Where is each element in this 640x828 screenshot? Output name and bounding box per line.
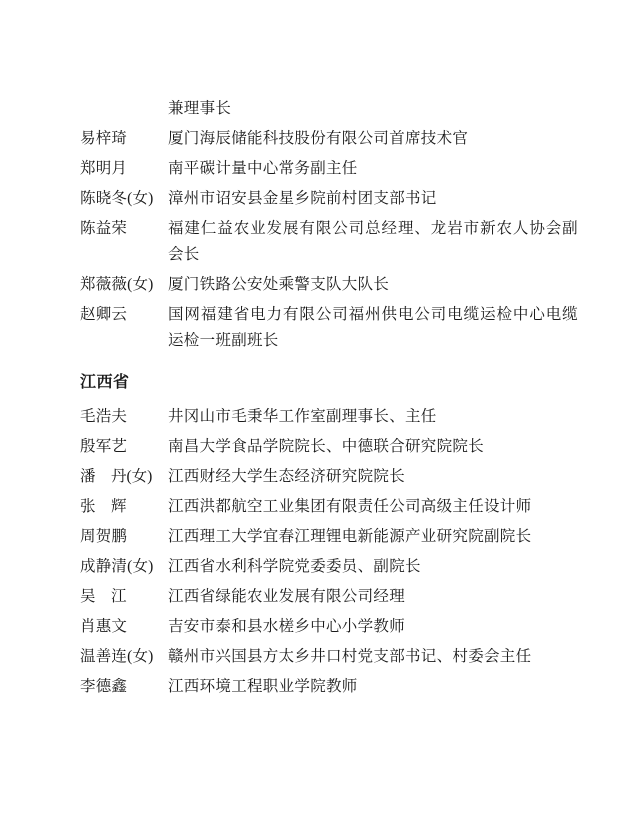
list-item	[80, 494, 578, 520]
list-item	[80, 524, 578, 550]
list-item	[80, 434, 578, 460]
continuation-name-spacer	[80, 96, 168, 122]
person-name: 吴 江	[80, 588, 127, 605]
list-item	[80, 644, 578, 670]
list-item	[80, 614, 578, 640]
person-description: 江西洪都航空工业集团有限责任公司高级主任设计师	[168, 498, 532, 515]
list-item	[80, 554, 578, 580]
person-name: 潘 丹(女)	[80, 468, 153, 485]
list-item	[80, 216, 578, 268]
person-name: 易梓琦	[80, 130, 128, 147]
person-name: 赵卿云	[80, 306, 128, 323]
person-description: 江西省水利科学院党委委员、副院长	[168, 558, 421, 575]
person-description: 厦门海辰储能科技股份有限公司首席技术官	[168, 130, 469, 147]
person-description: 江西理工大学宜春江理锂电新能源产业研究院副院长	[168, 528, 532, 545]
list-item	[80, 156, 578, 182]
person-description: 赣州市兴国县方太乡井口村党支部书记、村委会主任	[168, 648, 532, 665]
list-item	[80, 302, 578, 354]
person-name: 毛浩夫	[80, 408, 128, 425]
person-description: 国网福建省电力有限公司福州供电公司电缆运检中心电缆运检一班副班长	[168, 306, 578, 349]
person-name: 成静清(女)	[80, 558, 154, 575]
person-name: 李德鑫	[80, 678, 128, 695]
person-name: 郑薇薇(女)	[80, 276, 154, 293]
person-name: 陈晓冬(女)	[80, 190, 154, 207]
person-description: 吉安市泰和县水槎乡中心小学教师	[168, 618, 406, 635]
person-description: 江西环境工程职业学院教师	[168, 678, 358, 695]
person-name: 陈益荣	[80, 220, 128, 237]
person-name: 殷军艺	[80, 438, 128, 455]
province-heading: 江西省	[80, 374, 130, 391]
person-name: 肖惠文	[80, 618, 128, 635]
leading-continuation-line	[80, 96, 578, 122]
person-description: 漳州市诏安县金星乡院前村团支部书记	[168, 190, 437, 207]
person-description: 厦门铁路公安处乘警支队大队长	[168, 276, 390, 293]
list-item	[80, 404, 578, 430]
person-description: 福建仁益农业发展有限公司总经理、龙岩市新农人协会副会长	[168, 220, 578, 263]
person-description: 江西财经大学生态经济研究院院长	[168, 468, 406, 485]
list-item	[80, 126, 578, 152]
person-description: 江西省绿能农业发展有限公司经理	[168, 588, 406, 605]
continuation-text: 兼理事长	[168, 100, 232, 117]
list-item	[80, 272, 578, 298]
person-name: 郑明月	[80, 160, 128, 177]
list-item	[80, 464, 578, 490]
person-description: 南昌大学食品学院院长、中德联合研究院院长	[168, 438, 485, 455]
person-name: 温善连(女)	[80, 648, 154, 665]
entry-list-section-0	[80, 126, 578, 354]
list-item	[80, 186, 578, 212]
person-name: 张 辉	[80, 498, 127, 515]
person-description: 南平碳计量中心常务副主任	[168, 160, 358, 177]
list-item	[80, 674, 578, 700]
person-description: 井冈山市毛秉华工作室副理事长、主任	[168, 408, 437, 425]
person-name: 周贺鹏	[80, 528, 128, 545]
entry-list-section-1	[80, 404, 578, 700]
list-item	[80, 584, 578, 610]
